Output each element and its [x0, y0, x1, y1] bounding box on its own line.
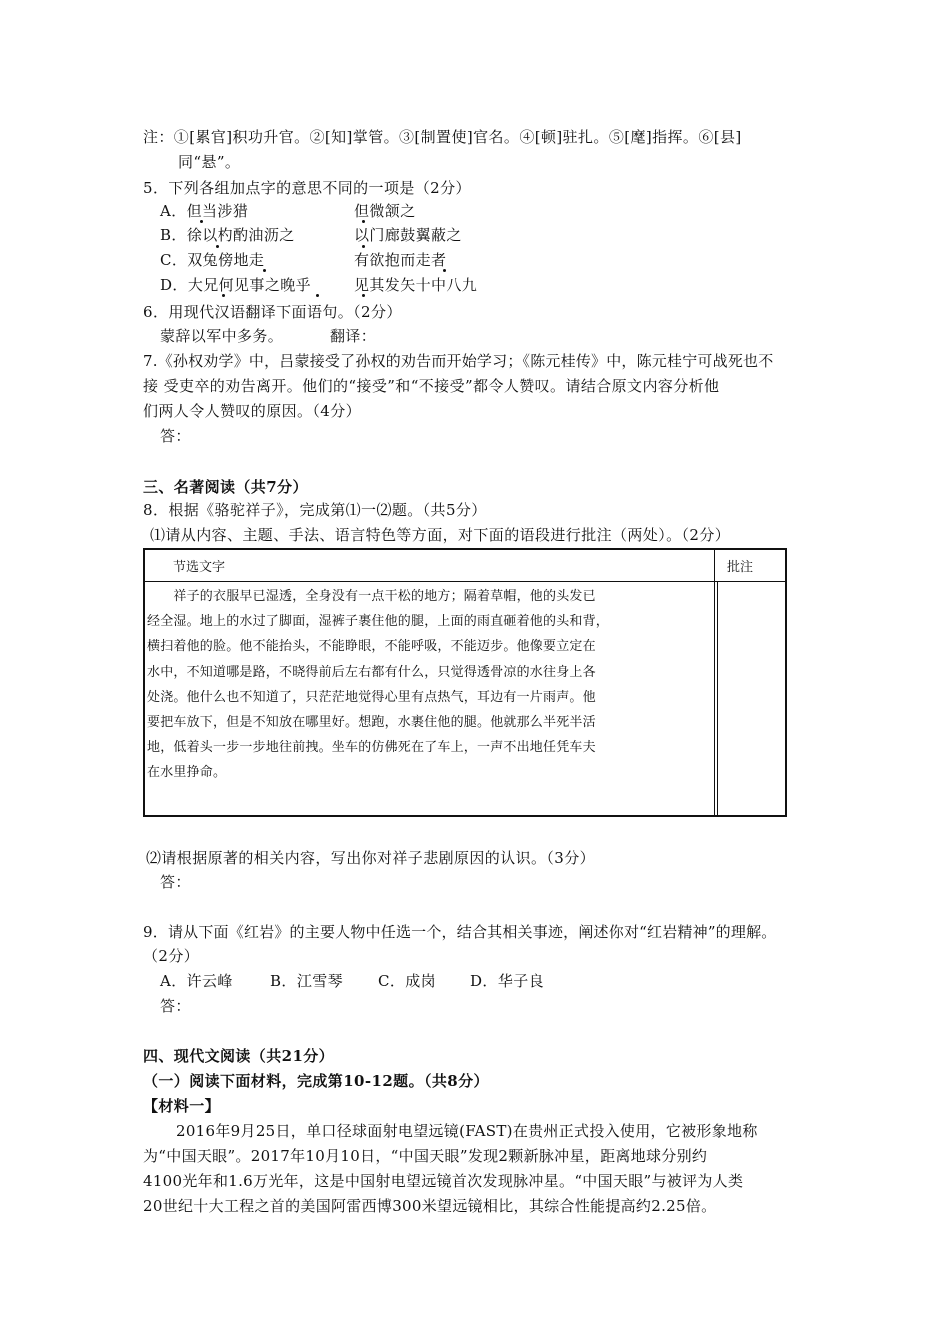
passage-line: 经全湿。地上的水过了脚面，湿裤子裹住他的腿，上面的雨直砸着他的头和背， [147, 614, 610, 630]
emphasis-dot [263, 269, 266, 272]
q9-option-b: B．江雪琴 [270, 972, 344, 990]
passage-line: 处浇。他什么也不知道了，只茫茫地觉得心里有点热气，耳边有一片雨声。他 [147, 689, 596, 705]
table-header-annotation: 批注 [727, 560, 754, 575]
material-line: 4100光年和1.6万光年，这是中国射电望远镜首次发现脉冲星。“中国天眼”与被评为人类 [143, 1172, 744, 1190]
q7-answer-label: 答： [160, 427, 191, 445]
q9-option-c: C．成岗 [378, 972, 437, 990]
q5-option-d-left: D．大兄何见事之晚乎 [160, 276, 312, 294]
notes-line-2: 同“悬”。 [178, 153, 241, 171]
table-divider [717, 581, 718, 815]
passage-line: 在水里挣命。 [147, 765, 227, 781]
table-header-excerpt: 节选文字 [173, 560, 226, 575]
emphasis-dot [216, 245, 219, 248]
q8-part-2-answer: 答： [160, 873, 191, 891]
material-1-label: 【材料一】 [143, 1097, 221, 1115]
q9-option-d: D．华子良 [470, 972, 545, 990]
q8-part-2: ⑵请根据原著的相关内容，写出你对祥子悲剧原因的认识。（3分） [146, 849, 596, 867]
passage-line: 地，低着头一步一步地往前拽。坐车的仿佛死在了车上，一声不出地任凭车夫 [147, 740, 596, 756]
emphasis-dot [362, 294, 365, 297]
q8-stem: 8．根据《骆驼祥子》，完成第⑴一⑵题。（共5分） [143, 501, 487, 519]
passage-line: 水中，不知道哪是路，不晓得前后左右都有什么，只觉得透骨凉的水往身上各 [147, 664, 596, 680]
q6-translate-label: 翻译： [330, 327, 377, 345]
emphasis-dot [316, 294, 319, 297]
emphasis-dot [222, 294, 225, 297]
passage-line: 横扫着他的脸。他不能抬头，不能睁眼，不能呼吸，不能迈步。他像要立定在 [147, 639, 596, 655]
emphasis-dot [362, 245, 365, 248]
passage-line: 祥子的衣服早已湿透，全身没有一点干松的地方；隔着草帽，他的头发已 [147, 589, 596, 604]
q5-option-b-right: 以门廊鼓翼蔽之 [354, 226, 462, 244]
q7-line-3: 们两人令人赞叹的原因。（4分） [143, 402, 362, 420]
emphasis-dot [443, 269, 446, 272]
material-line: 2016年9月25日，单口径球面射电望远镜(FAST)在贵州正式投入使用，它被形象地称 [176, 1122, 758, 1140]
notes-line-1: 注：①[累官]积功升官。②[知]掌管。③[制置使]官名。④[顿]驻扎。⑤[麾]指挥。⑥[县] [143, 128, 742, 146]
q7-line-2: 接 受吏卒的劝告离开。他们的“接受”和“不接受”都令人赞叹。请结合原文内容分析他 [143, 377, 720, 395]
q9-answer-label: 答： [160, 997, 191, 1015]
q8-part-1: ⑴请从内容、主题、手法、语言特色等方面，对下面的语段进行批注（两处）。（2分） [150, 526, 731, 544]
q5-option-d-right: 见其发矢十中八九 [354, 276, 478, 294]
material-line: 为“中国天眼”。2017年10月10日，“中国天眼”发现2颗新脉冲星，距离地球分别约 [143, 1147, 708, 1165]
excerpt-passage [147, 584, 642, 786]
q9-option-a: A．许云峰 [160, 972, 233, 990]
emphasis-dot [362, 220, 365, 223]
table-divider [714, 550, 715, 815]
annotation-table [143, 548, 787, 817]
q7-line-1: 7.《孙权劝学》中，吕蒙接受了孙权的劝告而开始学习；《陈元桂传》中，陈元桂宁可战死也不 [143, 352, 774, 370]
q6-sentence: 蒙辞以军中多务。 [160, 327, 284, 345]
emphasis-dot [200, 220, 203, 223]
q9-line-2: （2分） [143, 947, 200, 965]
q5-option-b-left: B．徐以杓酌油沥之 [160, 226, 295, 244]
section-4-sub-1: （一）阅读下面材料，完成第10-12题。（共8分） [143, 1072, 489, 1090]
q6-stem: 6．用现代汉语翻译下面语句。（2分） [143, 303, 402, 321]
q5-stem: 5．下列各组加点字的意思不同的一项是（2分） [143, 179, 471, 197]
q5-option-a-right: 但微颔之 [354, 202, 416, 220]
section-3-title: 三、名著阅读（共7分） [143, 478, 308, 496]
q5-option-a-left: A．但当涉猎 [160, 202, 249, 220]
q9-line-1: 9．请从下面《红岩》的主要人物中任选一个，结合其相关事迹，阐述你对“红岩精神”的理解。 [143, 923, 777, 941]
q5-option-c-left: C．双兔傍地走 [160, 251, 265, 269]
q5-option-c-right: 有欲抱而走者 [354, 251, 447, 269]
table-header [145, 550, 785, 582]
material-line: 20世纪十大工程之首的美国阿雷西博300米望远镜相比，其综合性能提高约2.25倍。 [143, 1197, 717, 1215]
passage-line: 要把车放下，但是不知放在哪里好。想跑，水裹住他的腿。他就那么半死半活 [147, 715, 596, 731]
section-4-title: 四、现代文阅读（共21分） [143, 1047, 335, 1065]
